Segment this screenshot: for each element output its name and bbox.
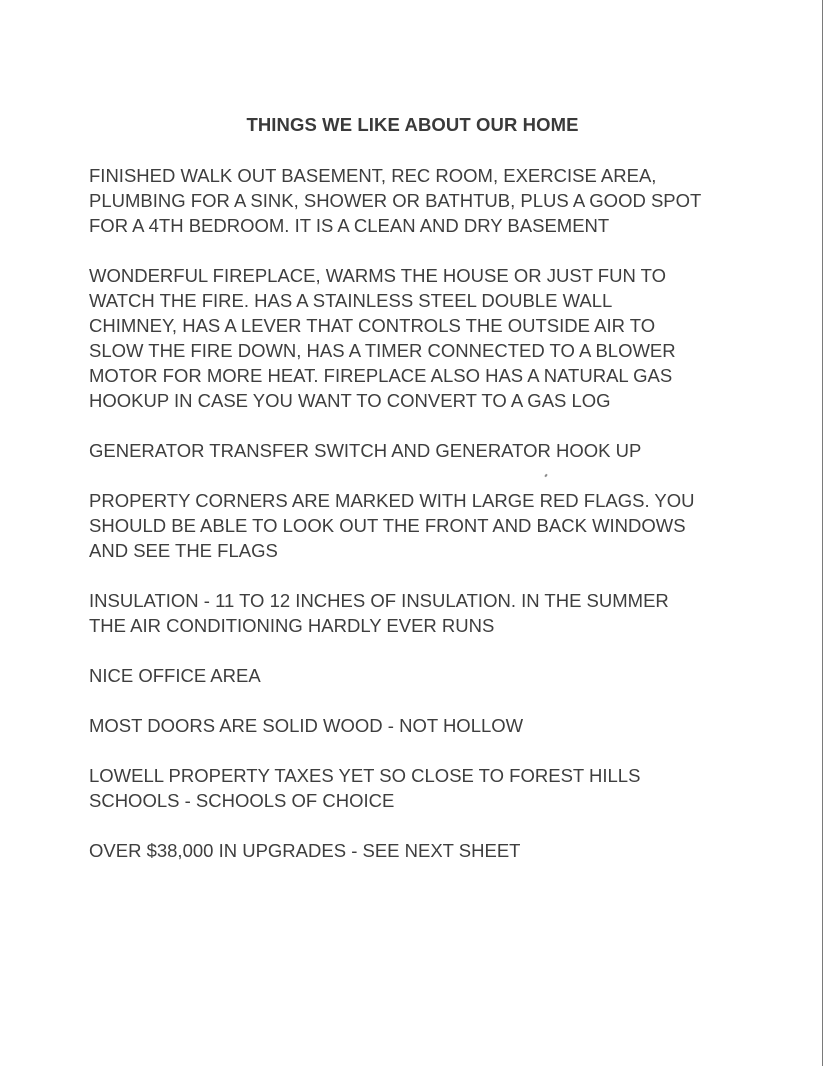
text-line: LOWELL PROPERTY TAXES YET SO CLOSE TO FOREST HILLS (89, 765, 641, 786)
paragraph-basement (89, 163, 749, 238)
text-line: CHIMNEY, HAS A LEVER THAT CONTROLS THE OUTSIDE AIR TO (89, 315, 656, 336)
paragraph-upgrades (89, 838, 749, 863)
paragraph-doors (89, 713, 749, 738)
text-line: MOST DOORS ARE SOLID WOOD - NOT HOLLOW (89, 715, 524, 736)
text-line: WATCH THE FIRE. HAS A STAINLESS STEEL DOUBLE WALL (89, 290, 613, 311)
page-edge-line (822, 0, 823, 1066)
text-line: OVER $38,000 IN UPGRADES - SEE NEXT SHEET (89, 840, 521, 861)
text-line: HOOKUP IN CASE YOU WANT TO CONVERT TO A GAS LOG (89, 390, 611, 411)
text-line: SHOULD BE ABLE TO LOOK OUT THE FRONT AND BACK WINDOWS (89, 515, 686, 536)
text-line: THE AIR CONDITIONING HARDLY EVER RUNS (89, 615, 495, 636)
paragraph-generator (89, 438, 749, 463)
text-line: MOTOR FOR MORE HEAT. FIREPLACE ALSO HAS A NATURAL GAS (89, 365, 673, 386)
paragraph-taxes (89, 763, 749, 813)
text-line: GENERATOR TRANSFER SWITCH AND GENERATOR HOOK UP (89, 440, 642, 461)
paragraph-fireplace (89, 263, 749, 413)
text-line: SCHOOLS - SCHOOLS OF CHOICE (89, 790, 395, 811)
paragraph-insulation (89, 588, 749, 638)
text-line: SLOW THE FIRE DOWN, HAS A TIMER CONNECTED TO A BLOWER (89, 340, 676, 361)
text-line: NICE OFFICE AREA (89, 665, 261, 686)
text-line: PROPERTY CORNERS ARE MARKED WITH LARGE RED FLAGS. YOU (89, 490, 695, 511)
text-line: FOR A 4TH BEDROOM. IT IS A CLEAN AND DRY BASEMENT (89, 215, 610, 236)
paragraph-property-corners (89, 488, 749, 563)
text-line: INSULATION - 11 TO 12 INCHES OF INSULATION. IN THE SUMMER (89, 590, 669, 611)
text-line: FINISHED WALK OUT BASEMENT, REC ROOM, EXERCISE AREA, (89, 165, 657, 186)
text-line: PLUMBING FOR A SINK, SHOWER OR BATHTUB, PLUS A GOOD SPOT (89, 190, 702, 211)
paragraph-office (89, 663, 749, 688)
text-line: AND SEE THE FLAGS (89, 540, 278, 561)
document-body (89, 163, 749, 888)
text-line: WONDERFUL FIREPLACE, WARMS THE HOUSE OR JUST FUN TO (89, 265, 666, 286)
document-title: THINGS WE LIKE ABOUT OUR HOME (246, 114, 579, 135)
